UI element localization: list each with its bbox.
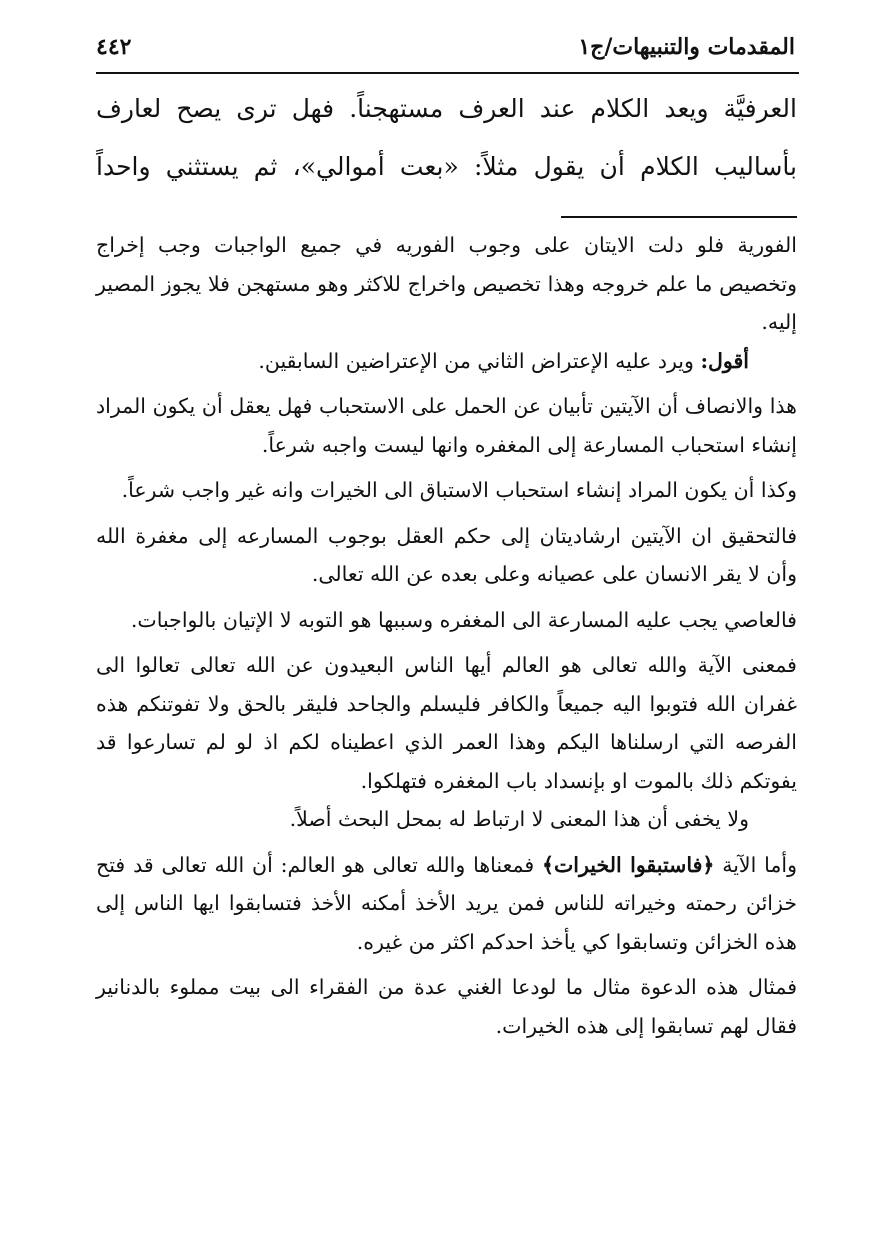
paragraph: فمعنى الآية والله تعالى هو العالم أيها الناس البعيدون عن الله تعالى تعالوا الى غفران الله فتوبوا اليه جميعاً والكافر فليسلم والجاحد فليقر بالحق ولا تفوتنكم هذه الفرصه التي ارسلناها اليكم وهذا العمر الذي اعطيناه لكم اذ لو لم تسارعوا قد يفوتكم ذلك بالموت او بإنسداد باب المغفره فتهلكوا. (96, 653, 797, 793)
paragraph: فالتحقيق ان الآيتين ارشاديتان إلى حكم العقل بوجوب المسارعه إلى مغفرة الله وأن لا يقر الانسان على عصيانه وعلى بعده عن الله تعالى. (96, 523, 797, 586)
header-rule (96, 72, 799, 74)
main-line: العرفيَّة ويعد الكلام عند العرف مستهجناً. فهل ترى يصح لعارف (96, 94, 797, 123)
paragraph-lead: أقول: (700, 348, 749, 373)
paragraph-text: وأما الآية (714, 852, 797, 877)
main-text (96, 80, 797, 196)
footnote-separator (561, 216, 797, 218)
paragraph-text: ويرد عليه الإعتراض الثاني من الإعتراضين السابقين. (258, 348, 701, 373)
paragraph (96, 342, 797, 381)
paragraph: فالعاصي يجب عليه المسارعة الى المغفره وسببها هو التوبه لا الإتيان بالواجبات. (130, 607, 797, 632)
paragraph: الفورية فلو دلت الايتان على وجوب الفوريه في جميع الواجبات وجب إخراج وتخصيص ما علم خروجه وهذا تخصيص واخراج للاكثر وهو مستهجن فلا يجوز المصير إليه. (96, 233, 797, 334)
paragraph: هذا والانصاف أن الآيتين تأبيان عن الحمل على الاستحباب فهل يعقل أن يكون المراد إنشاء استحباب المسارعة إلى المغفره وانها ليست واجبه شرعاً. (96, 394, 797, 457)
quranic-verse: ﴿فاستبقوا الخيرات﴾ (541, 852, 715, 877)
paragraph: ولا يخفى أن هذا المعنى لا ارتباط له بمحل البحث أصلاً. (289, 807, 749, 831)
paragraph: وكذا أن يكون المراد إنشاء استحباب الاستباق الى الخيرات وانه غير واجب شرعاً. (121, 478, 797, 502)
paragraph-text: فمعناها والله تعالى هو العالم: أن الله تعالى قد فتح خزائن رحمته وخيراته للناس فمن يريد الأخذ أمكنه الأخذ فتسابقوا ايها الناس إلى هذه الخزائن وتسابقوا كي يأخذ احدكم اكثر من غيره. (96, 852, 797, 954)
commentary (96, 226, 797, 1045)
running-title: المقدمات والتنبيهات/ج١ (578, 34, 795, 60)
main-line: بأساليب الكلام أن يقول مثلاً: «بعت أموالي»، ثم يستثني واحداً (96, 152, 797, 181)
paragraph: فمثال هذه الدعوة مثال ما لودعا الغني عدة من الفقراء الى بيت مملوء بالدنانير فقال لهم تسابقوا إلى هذه الخيرات. (96, 975, 797, 1038)
paragraph (96, 846, 797, 962)
page-number: ٤٤٢ (96, 34, 132, 60)
